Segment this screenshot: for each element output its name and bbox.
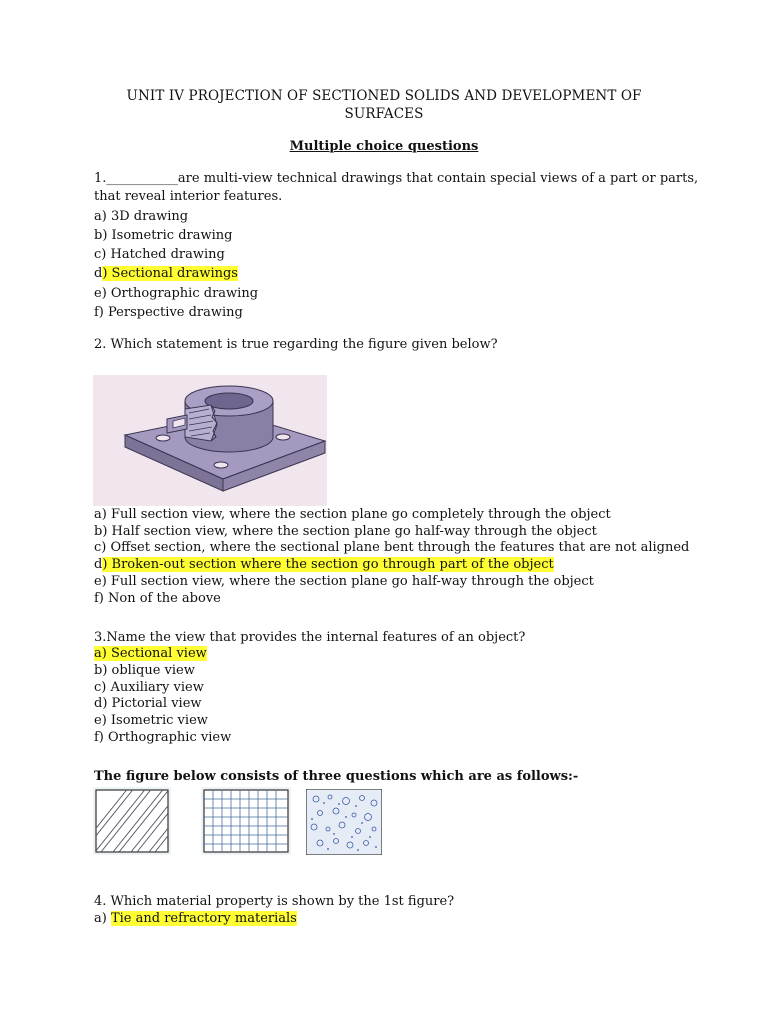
q2-option-d-answer: d) Broken-out section where the section go through part of the object <box>94 557 554 572</box>
question-1-line-2: that reveal interior features. <box>94 189 283 204</box>
question-1-line-1: 1.___________are multi-view technical drawings that contain special views of a part or parts, <box>94 171 699 186</box>
q1-option-f: f) Perspective drawing <box>94 305 243 320</box>
q2-option-a: a) Full section view, where the section plane go completely through the object <box>94 507 611 522</box>
q3-option-d: d) Pictorial view <box>94 696 202 711</box>
q1-option-e: e) Orthographic drawing <box>94 286 259 301</box>
q2-option-f: f) Non of the above <box>94 591 221 606</box>
figure-intro: The figure below consists of three questions which are as follows:- <box>94 769 579 784</box>
q3-option-a-answer: a) Sectional view <box>94 646 207 661</box>
q1-option-b: b) Isometric drawing <box>94 228 233 243</box>
title-line-2: SURFACES <box>344 106 424 122</box>
q1-option-c: c) Hatched drawing <box>94 247 225 262</box>
hatch-figure-2-grid <box>201 787 291 855</box>
question-2: 2. Which statement is true regarding the figure given below? <box>94 337 498 352</box>
title-line-1: UNIT IV PROJECTION OF SECTIONED SOLIDS AND DEVELOPMENT OF <box>126 88 642 104</box>
hatch-figure-1-diagonal <box>93 787 171 855</box>
q2-option-b: b) Half section view, where the section plane go half-way through the object <box>94 524 597 539</box>
q1-option-d-answer: d) Sectional drawings <box>94 266 238 281</box>
q3-option-e: e) Isometric view <box>94 713 208 728</box>
q3-option-f: f) Orthographic view <box>94 730 232 745</box>
hatch-figure-3-concrete <box>306 789 382 855</box>
q4-option-a-answer: a) Tie and refractory materials <box>94 911 297 926</box>
question-4: 4. Which material property is shown by the 1st figure? <box>94 894 455 909</box>
q1-option-a: a) 3D drawing <box>94 209 189 224</box>
broken-out-section-figure <box>93 375 327 506</box>
q2-option-c: c) Offset section, where the sectional plane bent through the features that are not aligned <box>94 540 690 555</box>
question-3: 3.Name the view that provides the internal features of an object? <box>94 630 526 645</box>
q3-option-b: b) oblique view <box>94 663 195 678</box>
q3-option-c: c) Auxiliary view <box>94 680 204 695</box>
q2-option-e: e) Full section view, where the section plane go half-way through the object <box>94 574 594 589</box>
section-subtitle: Multiple choice questions <box>289 139 479 154</box>
